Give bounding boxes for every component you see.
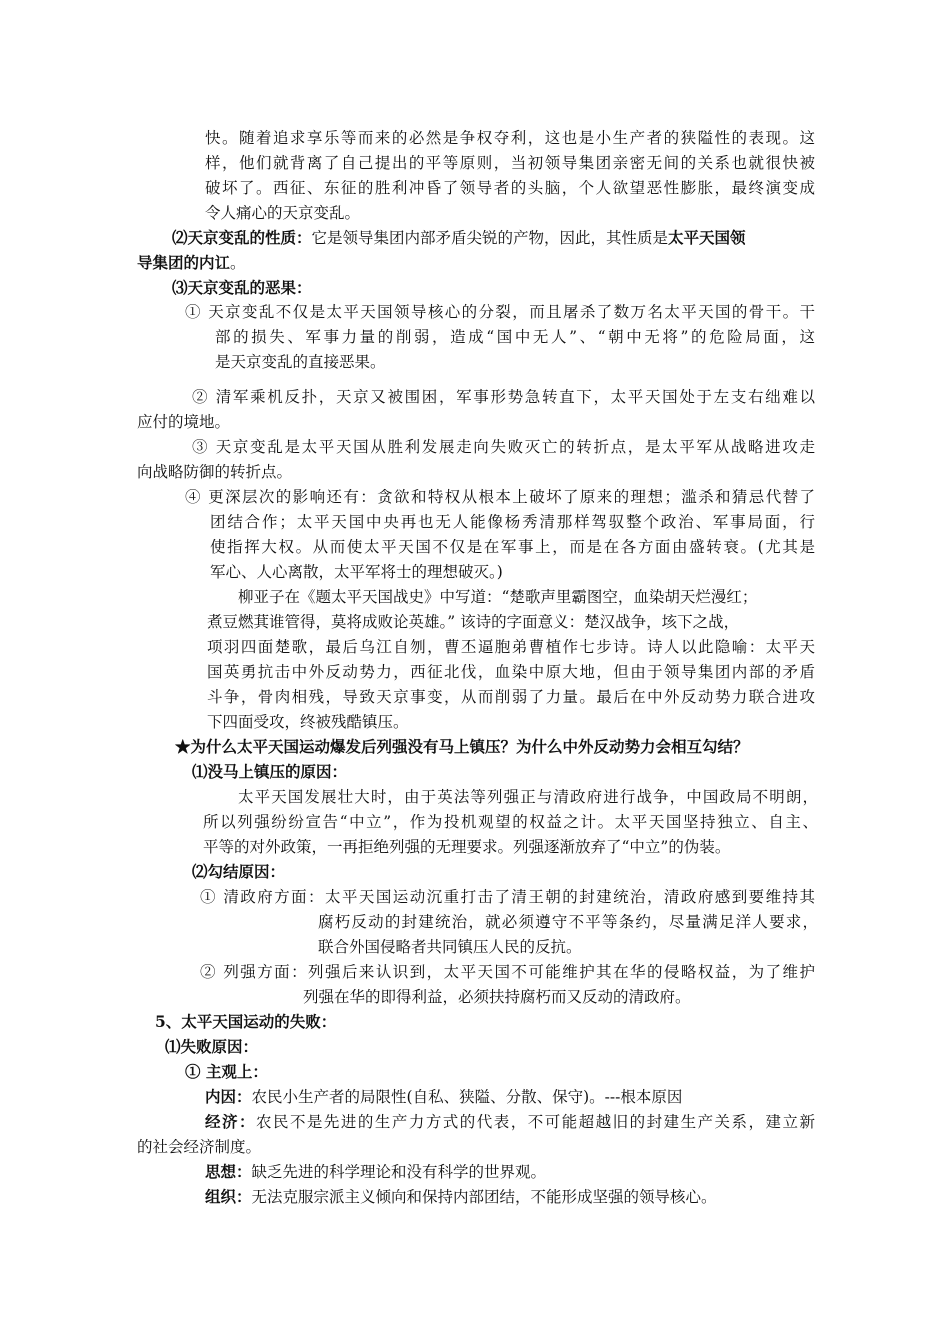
- list-item-line: 军心、人心离散，太平军将士的理想破灭。): [210, 563, 503, 581]
- list-item-line: 列强在华的即得利益，必须扶持腐朽而又反动的清政府。: [303, 988, 691, 1006]
- list-item-line: 部的损失、军事力量的削弱，造成“国中无人”、“朝中无将”的危险局面，这: [215, 328, 815, 346]
- list-item-line: 使指挥大权。从而使太平天国不仅是在军事上，而是在各方面由盛转衰。(尤其是: [210, 538, 815, 556]
- list-item-line: 腐朽反动的封建统治，就必须遵守不平等条约，尽量满足洋人要求，: [318, 913, 818, 931]
- list-item-line: ② 清军乘机反扑，天京又被围困，军事形势急转直下，太平天国处于左支右绌难以: [192, 388, 815, 406]
- nature-line-2: [137, 253, 246, 273]
- reason-text: 无法克服宗派主义倾向和保持内部团结，不能形成坚强的领导核心。: [251, 1188, 717, 1206]
- body-line: 太平天国发展壮大时，由于英法等列强正与清政府进行战争，中国政局不明朗，: [238, 788, 818, 806]
- section-heading: 5、太平天国运动的失败：: [155, 1012, 337, 1031]
- section-heading: ⑶天京变乱的恶果：: [172, 278, 312, 297]
- poem-line: 国英勇抗击中外反动势力，西征北伐，血染中原大地，但由于领导集团内部的矛盾: [207, 663, 815, 681]
- reason-text: 农民小生产者的局限性(自私、狭隘、分散、保守)。---根本原因: [251, 1088, 683, 1106]
- body-line: 令人痛心的天京变乱。: [205, 204, 361, 222]
- bold-text: 导集团的内讧: [137, 253, 231, 272]
- reason-label: 思想：: [205, 1162, 252, 1181]
- body-line: 破坏了。西征、东征的胜利冲昏了领导者的头脑，个人欲望恶性膨胀，最终演变成: [205, 179, 815, 197]
- reason-line: 的社会经济制度。: [137, 1138, 262, 1156]
- section-heading: ① 主观上：: [185, 1062, 268, 1081]
- section-heading: ⑵勾结原因：: [192, 862, 286, 881]
- list-item-line: ④ 更深层次的影响还有：贪欲和特权从根本上破坏了原来的理想；滥杀和猜忌代替了: [185, 488, 815, 506]
- nature-line: [172, 228, 746, 248]
- list-item-line: 是天京变乱的直接恶果。: [215, 353, 386, 371]
- body-line: 样，他们就背离了自己提出的平等原则，当初领导集团亲密无间的关系也就很快被: [205, 154, 815, 172]
- list-item-line: ① 天京变乱不仅是太平天国领导核心的分裂，而且屠杀了数万名太平天国的骨干。干: [185, 303, 815, 321]
- list-item-line: 联合外国侵略者共同镇压人民的反抗。: [318, 938, 582, 956]
- section-heading: ⑴没马上镇压的原因：: [192, 762, 348, 781]
- reason-line: [205, 1112, 815, 1132]
- reason-label: 经济：: [205, 1112, 256, 1131]
- reason-line: [205, 1162, 546, 1182]
- reason-label: 组织：: [205, 1187, 252, 1206]
- poem-line: 柳亚子在《题太平天国战史》中写道：“楚歌声里霸图空，血染胡天烂漫红；: [238, 588, 758, 606]
- poem-line: 煮豆燃萁谁管得，莫将成败论英雄。” 该诗的字面意义：楚汉战争，垓下之战，: [207, 613, 740, 631]
- poem-line: 斗争，骨肉相残，导致天京事变，从而削弱了力量。最后在中外反动势力联合进攻: [207, 688, 815, 706]
- reason-text: 缺乏先进的科学理论和没有科学的世界观。: [251, 1163, 547, 1181]
- section-heading: ⑵天京变乱的性质：: [172, 228, 312, 247]
- list-item-line: 团结合作；太平天国中央再也无人能像杨秀清那样驾驭整个政治、军事局面，行: [210, 513, 815, 531]
- body-text: 。: [230, 254, 246, 272]
- reason-text: 农民不是先进的生产力方式的代表，不可能超越旧的封建生产关系，建立新: [255, 1113, 815, 1131]
- list-item-line: ② 列强方面：列强后来认识到，太平天国不可能维护其在华的侵略权益，为了维护: [200, 963, 815, 981]
- body-text: 它是领导集团内部矛盾尖锐的产物，因此，其性质是: [311, 229, 669, 247]
- reason-line: [205, 1087, 682, 1107]
- reason-line: [205, 1187, 717, 1207]
- poem-line: 项羽四面楚歌，最后乌江自刎，曹丕逼胞弟曹植作七步诗。诗人以此隐喻：太平天: [207, 638, 815, 656]
- bold-text: 太平天国领: [668, 228, 746, 247]
- body-line: 所以列强纷纷宣告“中立”，作为投机观望的权益之计。太平天国坚持独立、自主、: [203, 813, 818, 831]
- poem-line: 下四面受攻，终被残酷镇压。: [207, 713, 409, 731]
- question-heading: ★为什么太平天国运动爆发后列强没有马上镇压？为什么中外反动势力会相互勾结？: [175, 737, 749, 756]
- list-item-line: 应付的境地。: [137, 413, 231, 431]
- body-line: 平等的对外政策，一再拒绝列强的无理要求。列强逐渐放弃了“中立”的伪装。: [203, 838, 731, 856]
- list-item-line: ③ 天京变乱是太平天国从胜利发展走向失败灭亡的转折点，是太平军从战略进攻走: [192, 438, 815, 456]
- body-line: 快。随着追求享乐等而来的必然是争权夺利，这也是小生产者的狭隘性的表现。这: [205, 129, 815, 147]
- list-item-line: 向战略防御的转折点。: [137, 463, 293, 481]
- reason-label: 内因：: [205, 1087, 252, 1106]
- section-heading: ⑴失败原因：: [165, 1037, 259, 1056]
- list-item-line: ① 清政府方面：太平天国运动沉重打击了清王朝的封建统治，清政府感到要维持其: [200, 888, 815, 906]
